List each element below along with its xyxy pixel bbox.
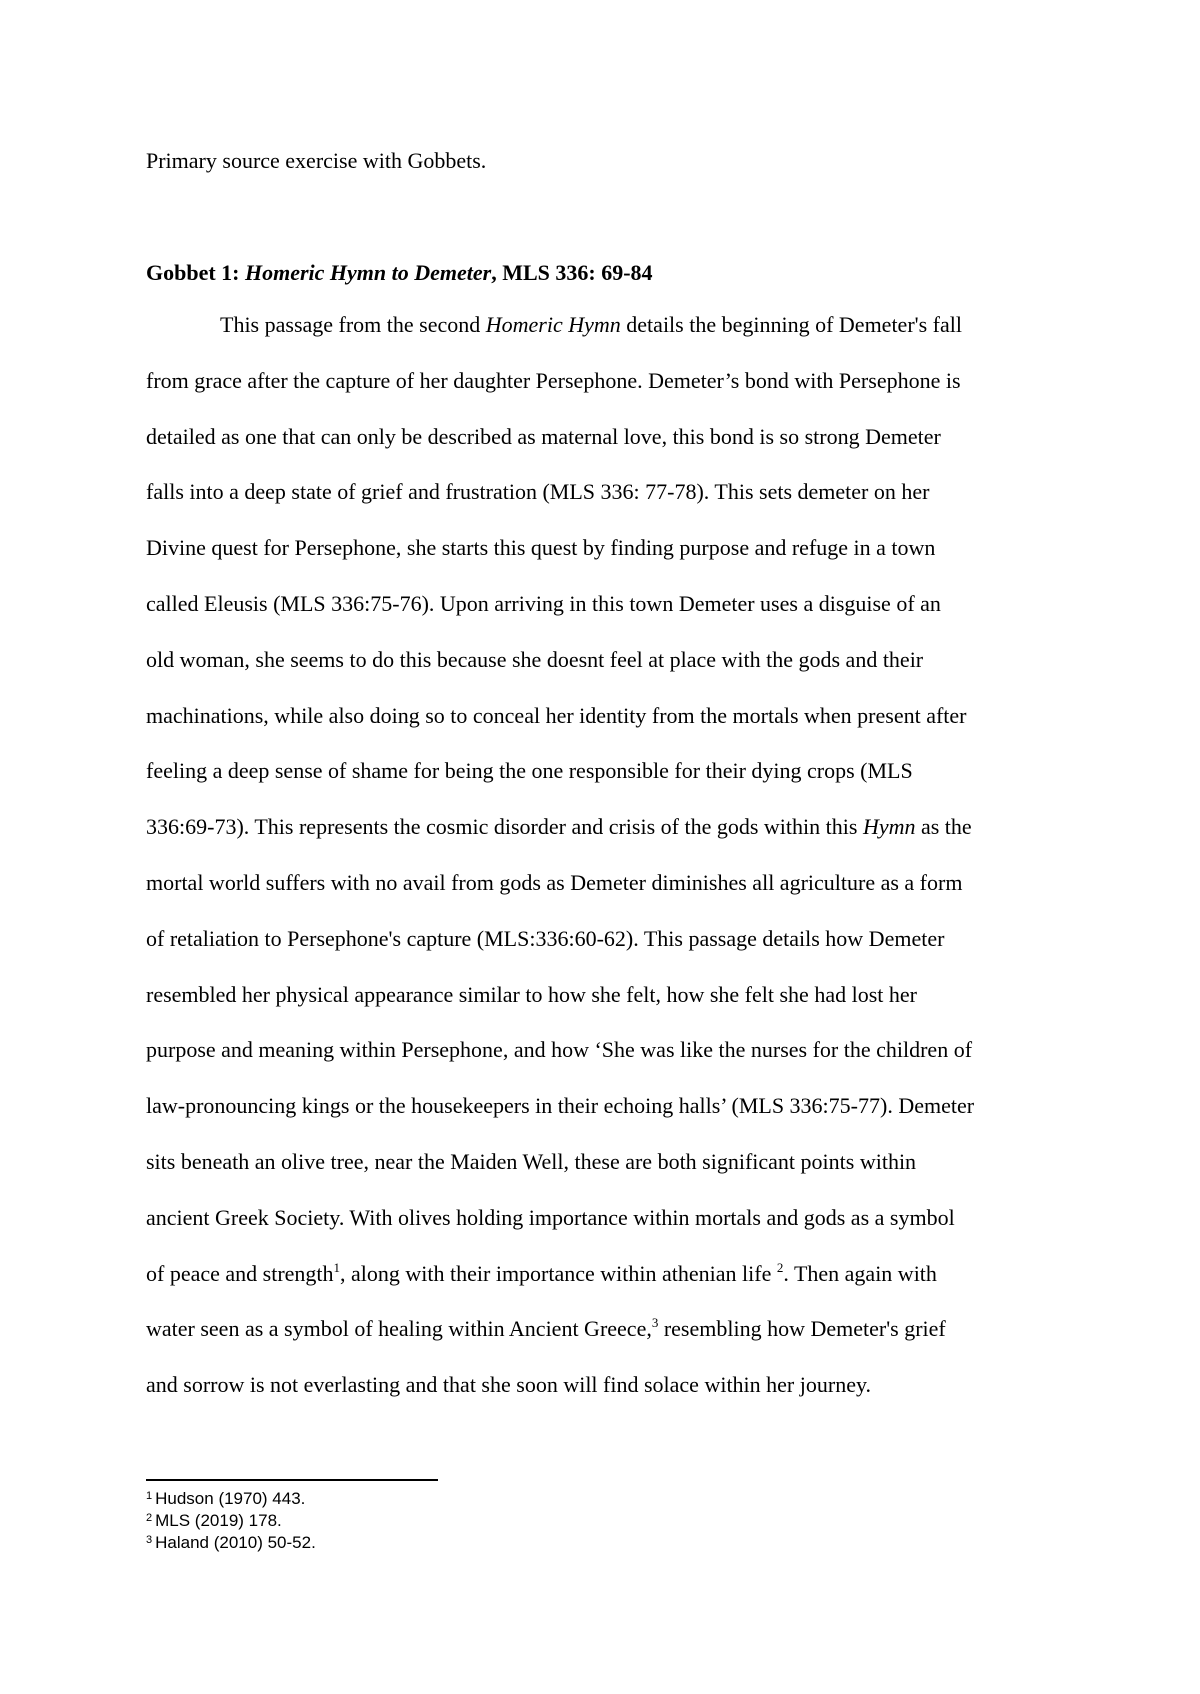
text-run: This passage from the second — [220, 312, 486, 337]
text-run: from grace after the capture of her daughter Persephone. Demeter’s bond with Persephone is — [146, 367, 961, 393]
body-line — [146, 477, 1076, 533]
gobbet-label: Gobbet 1: — [146, 260, 245, 285]
italic-title: Hymn — [862, 814, 916, 840]
footnotes — [146, 1488, 316, 1554]
footnote — [146, 1488, 316, 1510]
text-run: sits beneath an olive tree, near the Maiden Well, these are both significant points within — [146, 1148, 917, 1174]
document-heading: Primary source exercise with Gobbets. — [146, 148, 487, 173]
text-run: old woman, she seems to do this because she doesnt feel at place with the gods and their — [146, 646, 924, 672]
italic-title: Homeric Hymn — [485, 312, 621, 337]
text-run: as the — [915, 814, 972, 840]
footnote-text: Haland (2010) 50-52. — [155, 1533, 316, 1552]
text-run: resembled her physical appearance similar to how she felt, how she felt she had lost her — [146, 981, 917, 1007]
footnote-mark: 1 — [146, 1490, 153, 1502]
gobbet-citation: , MLS 336: 69-84 — [491, 260, 653, 285]
footnote-text: Hudson (1970) 443. — [155, 1489, 306, 1508]
text-run: details the beginning of Demeter's fall — [620, 312, 962, 337]
text-run: feeling a deep sense of shame for being the one responsible for their dying crops (MLS — [146, 758, 913, 784]
body-paragraph — [146, 310, 1076, 1426]
body-line — [146, 533, 1076, 589]
text-run: purpose and meaning within Persephone, and how ‘She was like the nurses for the children of — [146, 1037, 973, 1063]
body-line — [146, 645, 1076, 701]
text-run: ancient Greek Society. With olives holding importance within mortals and gods as a symbol — [146, 1204, 955, 1230]
text-run: called Eleusis (MLS 336:75-76). Upon arriving in this town Demeter uses a disguise of an — [146, 590, 941, 616]
body-line — [146, 701, 1076, 757]
text-run: 336:69-73). This represents the cosmic disorder and crisis of the gods within this — [146, 814, 863, 840]
body-line — [146, 980, 1076, 1036]
body-line — [146, 812, 1076, 868]
text-run: detailed as one that can only be described as maternal love, this bond is so strong Demeter — [146, 423, 941, 449]
text-run: of peace and strength — [146, 1260, 334, 1286]
body-line — [146, 1259, 1076, 1315]
footnote-ref[interactable]: 1 — [333, 1259, 341, 1275]
body-line — [146, 924, 1076, 980]
text-run: law-pronouncing kings or the housekeepers in their echoing halls’ (MLS 336:75-77). Demeter — [146, 1093, 975, 1119]
body-line — [146, 1147, 1076, 1203]
text-run: . Then again with — [783, 1260, 937, 1286]
body-line — [146, 310, 1076, 366]
text-run: and sorrow is not everlasting and that she soon will find solace within her journey. — [146, 1372, 872, 1398]
text-run: of retaliation to Persephone's capture (MLS:336:60-62). This passage details how Demeter — [146, 925, 945, 951]
gobbet-work-title: Homeric Hymn to Demeter — [245, 260, 492, 285]
gobbet-title — [146, 258, 653, 288]
footnote-ref[interactable]: 3 — [651, 1315, 659, 1331]
body-line — [146, 868, 1076, 924]
body-line — [146, 1091, 1076, 1147]
text-run: resembling how Demeter's grief — [658, 1316, 946, 1342]
footnote-ref[interactable]: 2 — [776, 1259, 784, 1275]
body-line — [146, 366, 1076, 422]
body-line — [146, 1314, 1076, 1370]
text-run: water seen as a symbol of healing within Ancient Greece, — [146, 1316, 652, 1342]
body-line — [146, 1035, 1076, 1091]
body-line — [146, 589, 1076, 645]
footnote — [146, 1532, 316, 1554]
footnote-mark: 2 — [146, 1512, 153, 1524]
body-line — [146, 1370, 1076, 1426]
footnote — [146, 1510, 316, 1532]
text-run: machinations, while also doing so to conceal her identity from the mortals when present after — [146, 702, 967, 728]
text-run: mortal world suffers with no avail from gods as Demeter diminishes all agriculture as a form — [146, 869, 963, 895]
footnote-divider — [146, 1479, 438, 1481]
body-line — [146, 422, 1076, 478]
text-run: , along with their importance within athenian life — [340, 1260, 777, 1286]
body-line — [146, 1203, 1076, 1259]
text-run: Divine quest for Persephone, she starts this quest by finding purpose and refuge in a town — [146, 535, 936, 561]
footnote-mark: 3 — [146, 1534, 153, 1546]
footnote-text: MLS (2019) 178. — [155, 1511, 282, 1530]
body-line — [146, 756, 1076, 812]
text-run: falls into a deep state of grief and frustration (MLS 336: 77-78). This sets demeter on her — [146, 479, 930, 505]
